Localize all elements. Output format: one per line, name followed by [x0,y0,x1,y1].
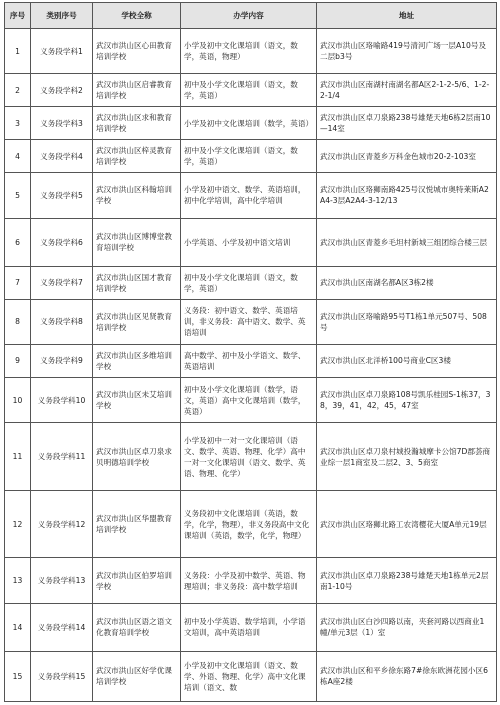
row-school: 武汉市洪山区博博堂教育培训学校 [93,218,181,266]
table-row [5,491,497,558]
row-address: 武汉市洪山区珞狮北路工农湾樱花大厦A单元19层 [317,491,497,558]
row-no: 5 [5,173,31,218]
table-row [5,651,497,701]
row-content: 高中数学、初中及小学语文、数学、英语培训 [181,344,317,377]
table-row [5,173,497,218]
row-address: 武汉市洪山区卓刀泉路108号凯乐桂园S-1栋37，38，39，41，42，45，47室 [317,377,497,422]
table-row [5,344,497,377]
table-row [5,299,497,344]
row-no: 4 [5,140,31,173]
header-no: 序号 [5,3,31,29]
row-school: 武汉市洪山区国才教育培训学校 [93,266,181,299]
row-no: 1 [5,29,31,74]
row-category: 义务段学科11 [31,423,93,491]
row-school: 武汉市洪山区心田教育培训学校 [93,29,181,74]
row-no: 9 [5,344,31,377]
row-category: 义务段学科14 [31,603,93,651]
row-content: 义务段：小学及初中数学、英语、物理培训；非义务段：高中数学培训 [181,558,317,603]
row-no: 12 [5,491,31,558]
row-school: 武汉市洪山区梓灵教育培训学校 [93,140,181,173]
table-row [5,266,497,299]
row-category: 义务段学科3 [31,107,93,140]
row-school: 武汉市洪山区启睿教育培训学校 [93,74,181,107]
row-address: 武汉市洪山区珞喻路419号清河广场一层A10号及二层b3号 [317,29,497,74]
row-category: 义务段学科15 [31,651,93,701]
row-address: 武汉市洪山区珞狮南路425号汉悦城市奥特莱斯A2A4-3层A2A4-3-12/13 [317,173,497,218]
row-no: 6 [5,218,31,266]
row-category: 义务段学科4 [31,140,93,173]
table-row [5,74,497,107]
row-content: 小学及初中文化课培训（语文、数学、外语、物理、化学）高中文化课培训（语文、数 [181,651,317,701]
table-row [5,603,497,651]
row-content: 初中及小学文化课培训（语文，数学，英语） [181,140,317,173]
row-school: 武汉市洪山区多维培训学校 [93,344,181,377]
row-address: 武汉市洪山区青菱乡毛坦村新城三组团综合楼三层 [317,218,497,266]
row-content: 小学及初中一对一文化课培训（语文、数学、英语、物理、化学）高中一对一文化课培训（语文、数学、英语、物理、化学） [181,423,317,491]
row-category: 义务段学科10 [31,377,93,422]
table-row [5,29,497,74]
row-school: 武汉市洪山区未艾培训学校 [93,377,181,422]
row-address: 武汉市洪山区和平乡徐东路7#徐东欧洲花园小区6栋A座2楼 [317,651,497,701]
row-school: 武汉市洪山区伯罗培训学校 [93,558,181,603]
row-address: 武汉市洪山区珞喻路95号T1栋1单元507号、508号 [317,299,497,344]
row-category: 义务段学科1 [31,29,93,74]
row-category: 义务段学科7 [31,266,93,299]
table-row [5,140,497,173]
row-address: 武汉市洪山区南湖村南湖名都A区2-1-2-5/6、1-2-2-1/4 [317,74,497,107]
table-row [5,423,497,491]
row-content: 初中及小学文化课培训（数学，语文，英语）高中文化课培训（数学，英语） [181,377,317,422]
row-content: 小学及初中文化课培训（语文，数学，英语，物理） [181,29,317,74]
table-row [5,218,497,266]
row-address: 武汉市洪山区卓刀泉路238号雄楚天地6栋2层南10—14室 [317,107,497,140]
row-school: 武汉市洪山区好学优课培训学校 [93,651,181,701]
row-school: 武汉市洪山区华盟教育培训学校 [93,491,181,558]
table-row [5,377,497,422]
row-school: 武汉市洪山区语之语文化教育培训学校 [93,603,181,651]
row-category: 义务段学科2 [31,74,93,107]
table-row [5,558,497,603]
row-content: 小学及初中文化课培训（数学，英语） [181,107,317,140]
row-content: 初中及小学文化课培训（语文，数学，英语） [181,266,317,299]
row-category: 义务段学科8 [31,299,93,344]
row-address: 武汉市洪山区南湖名都A区3栋2楼 [317,266,497,299]
row-content: 小学及初中语文、数学、英语培训，初中化学培训，高中化学培训 [181,173,317,218]
row-no: 7 [5,266,31,299]
row-no: 13 [5,558,31,603]
header-category: 类别序号 [31,3,93,29]
row-no: 3 [5,107,31,140]
row-category: 义务段学科5 [31,173,93,218]
row-content: 义务段：初中语文、数学、英语培训，非义务段：高中语文、数学、英语培训 [181,299,317,344]
table-row [5,107,497,140]
row-category: 义务段学科12 [31,491,93,558]
header-school: 学校全称 [93,3,181,29]
row-content: 小学英语、小学及初中语文培训 [181,218,317,266]
row-content: 初中及小学文化课培训（语文，数学，英语） [181,74,317,107]
row-school: 武汉市洪山区科翰培训学校 [93,173,181,218]
row-no: 14 [5,603,31,651]
row-address: 武汉市洪山区白沙四路以南，夹套河路以西商业1幢/单元3层（1）室 [317,603,497,651]
row-address: 武汉市洪山区青菱乡万科金色城市20-2-103室 [317,140,497,173]
row-no: 11 [5,423,31,491]
row-school: 武汉市洪山区卓刀泉求贝明德培训学校 [93,423,181,491]
table-header-row [5,3,497,29]
school-list-table [4,2,497,702]
row-no: 8 [5,299,31,344]
row-school: 武汉市洪山区见贤教育培训学校 [93,299,181,344]
row-school: 武汉市洪山区求和教育培训学校 [93,107,181,140]
row-no: 2 [5,74,31,107]
row-category: 义务段学科6 [31,218,93,266]
header-content: 办学内容 [181,3,317,29]
row-category: 义务段学科9 [31,344,93,377]
row-category: 义务段学科13 [31,558,93,603]
row-no: 15 [5,651,31,701]
row-no: 10 [5,377,31,422]
row-address: 武汉市洪山区卓刀泉路238号雄楚天地1栋单元2层南1-10号 [317,558,497,603]
row-address: 武汉市洪山区北洋桥100号商业C区3楼 [317,344,497,377]
row-content: 初中及小学英语、数学培训，小学语文培训，高中英语培训 [181,603,317,651]
row-content: 义务段初中文化课培训（英语，数学，化学，物理），非义务段高中文化课培训（英语，数学，化学，物理） [181,491,317,558]
header-address: 地址 [317,3,497,29]
row-address: 武汉市洪山区卓刀泉村城投瀚城摩卡公馆7D郡荟商业综一层1商室及二层2、3、5商室 [317,423,497,491]
